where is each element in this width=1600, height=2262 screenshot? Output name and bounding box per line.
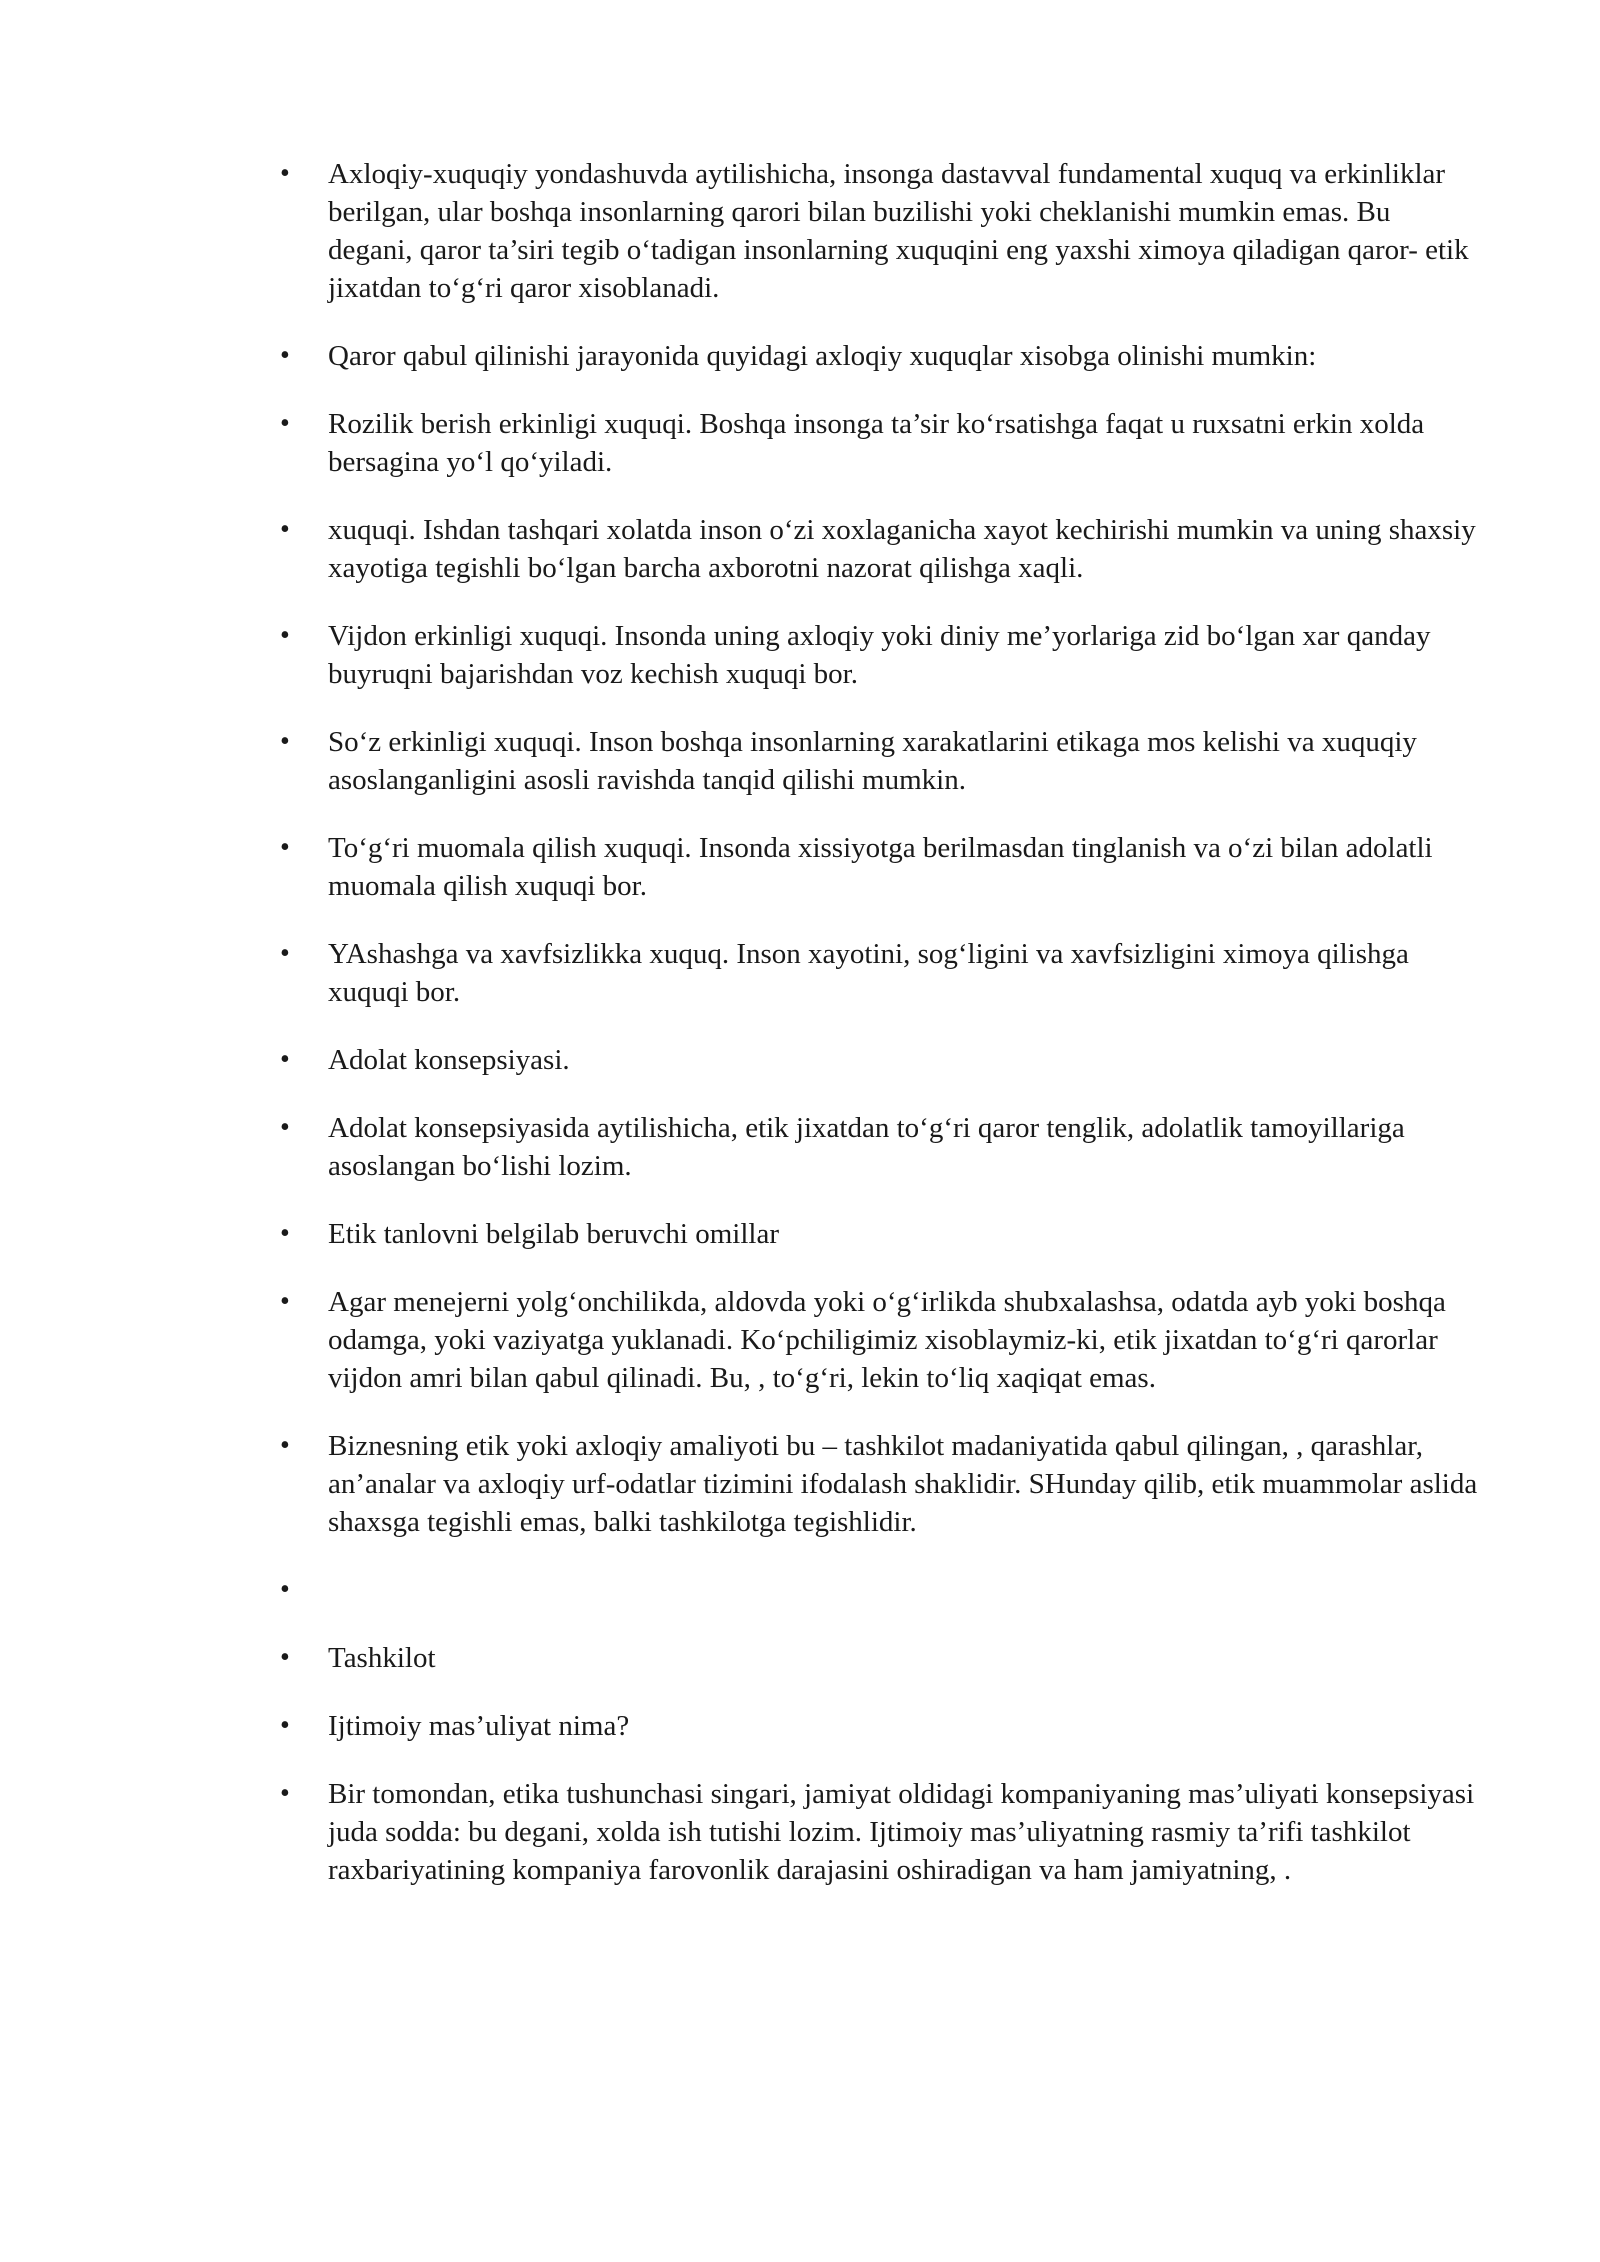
list-item-text: Qaror qabul qilinishi jarayonida quyidagi axloqiy xuquqlar xisobga olinishi mumkin: — [328, 340, 1317, 372]
list-item-text: Biznesning etik yoki axloqiy amaliyoti bu – tashkilot madaniyatida qabul qilingan, , qarashlar, an’analar va axloqiy urf-odatlar tizimini ifodalash shaklidir. SHunday qilib, etik muammolar aslida shaxsga tegishli emas, balki tashkilotga tegishlidir. — [328, 1430, 1478, 1538]
list-item-text: Ijtimoiy mas’uliyat nima? — [328, 1710, 630, 1742]
list-item-text: Tashkilot — [328, 1642, 436, 1674]
bullet-icon: • — [280, 832, 290, 863]
bullet-icon: • — [280, 158, 290, 189]
list-item — [280, 1639, 1480, 1677]
list-item-text: Adolat konsepsiyasi. — [328, 1044, 570, 1076]
list-item — [280, 511, 1480, 587]
bullet-icon: • — [280, 1430, 290, 1461]
list-item — [280, 405, 1480, 481]
bullet-icon: • — [280, 726, 290, 757]
list-item — [280, 617, 1480, 693]
list-item-text: Etik tanlovni belgilab beruvchi omillar — [328, 1218, 780, 1250]
bullet-icon: • — [280, 1710, 290, 1741]
list-item-text: Adolat konsepsiyasida aytilishicha, etik jixatdan to‘g‘ri qaror tenglik, adolatlik tamoyillariga asoslangan bo‘lishi lozim. — [328, 1112, 1405, 1182]
list-item — [280, 1775, 1480, 1889]
list-item-text: Axloqiy-xuquqiy yondashuvda aytilishicha, insonga dastavval fundamental xuquq va erkinliklar berilgan, ular boshqa insonlarning qarori bilan buzilishi yoki cheklanishi mumkin emas. Bu degani, qaror ta’siri tegib o‘tadigan insonlarning xuquqini eng yaxshi ximoya qiladigan qaror- etik jixatdan to‘g‘ri qaror xisoblanadi. — [328, 158, 1469, 304]
bullet-list — [280, 155, 1480, 1919]
list-item-text: So‘z erkinligi xuquqi. Inson boshqa insonlarning xarakatlarini etikaga mos kelishi va xuquqiy asoslanganligini asosli ravishda tanqid qilishi mumkin. — [328, 726, 1417, 796]
bullet-icon: • — [280, 1286, 290, 1317]
list-item — [280, 1041, 1480, 1079]
list-item — [280, 1427, 1480, 1541]
list-item-text: YAshashga va xavfsizlikka xuquq. Inson xayotini, sog‘ligini va xavfsizligini ximoya qilishga xuquqi bor. — [328, 938, 1409, 1008]
list-item — [280, 1109, 1480, 1185]
list-item — [280, 1283, 1480, 1397]
list-item — [280, 1707, 1480, 1745]
list-item-text: xuquqi. Ishdan tashqari xolatda inson o‘zi xoxlaganicha xayot kechirishi mumkin va uning shaxsiy xayotiga tegishli bo‘lgan barcha axborotni nazorat qilishga xaqli. — [328, 514, 1476, 584]
list-item — [280, 155, 1480, 307]
list-item — [280, 829, 1480, 905]
bullet-icon: • — [280, 1218, 290, 1249]
list-item — [280, 723, 1480, 799]
bullet-icon: • — [280, 1044, 290, 1075]
bullet-icon: • — [280, 1778, 290, 1809]
list-item-text: Rozilik berish erkinligi xuquqi. Boshqa insonga ta’sir ko‘rsatishga faqat u ruxsatni erkin xolda bersagina yo‘l qo‘yiladi. — [328, 408, 1425, 478]
list-item — [280, 1215, 1480, 1253]
bullet-icon: • — [280, 1112, 290, 1143]
bullet-icon: • — [280, 514, 290, 545]
bullet-icon: • — [280, 620, 290, 651]
list-item-text: Bir tomondan, etika tushunchasi singari, jamiyat oldidagi kompaniyaning mas’uliyati konsepsiyasi juda sodda: bu degani, xolda ish tutishi lozim. Ijtimoiy mas’uliyatning rasmiy ta’rifi tashkilot raxbariyatining kompaniya farovonlik darajasini oshiradigan va ham jamiyatning, . — [328, 1778, 1475, 1886]
bullet-icon: • — [280, 1574, 290, 1605]
list-item-text: To‘g‘ri muomala qilish xuquqi. Insonda xissiyotga berilmasdan tinglanish va o‘zi bilan adolatli muomala qilish xuquqi bor. — [328, 832, 1433, 902]
bullet-icon: • — [280, 408, 290, 439]
list-item-text: Agar menejerni yolg‘onchilikda, aldovda yoki o‘g‘irlikda shubxalashsa, odatda ayb yoki boshqa odamga, yoki vaziyatga yuklanadi. Ko‘pchiligimiz xisoblaymiz-ki, etik jixatdan to‘g‘ri qarorlar vijdon amri bilan qabul qilinadi. Bu, , to‘g‘ri, lekin to‘liq xaqiqat emas. — [328, 1286, 1446, 1394]
list-item-text: Vijdon erkinligi xuquqi. Insonda uning axloqiy yoki diniy me’yorlariga zid bo‘lgan xar qanday buyruqni bajarishdan voz kechish xuquqi bor. — [328, 620, 1431, 690]
list-item — [280, 1571, 1480, 1609]
bullet-icon: • — [280, 1642, 290, 1673]
bullet-icon: • — [280, 938, 290, 969]
list-item — [280, 337, 1480, 375]
bullet-icon: • — [280, 340, 290, 371]
list-item-text — [328, 1571, 1480, 1609]
list-item — [280, 935, 1480, 1011]
